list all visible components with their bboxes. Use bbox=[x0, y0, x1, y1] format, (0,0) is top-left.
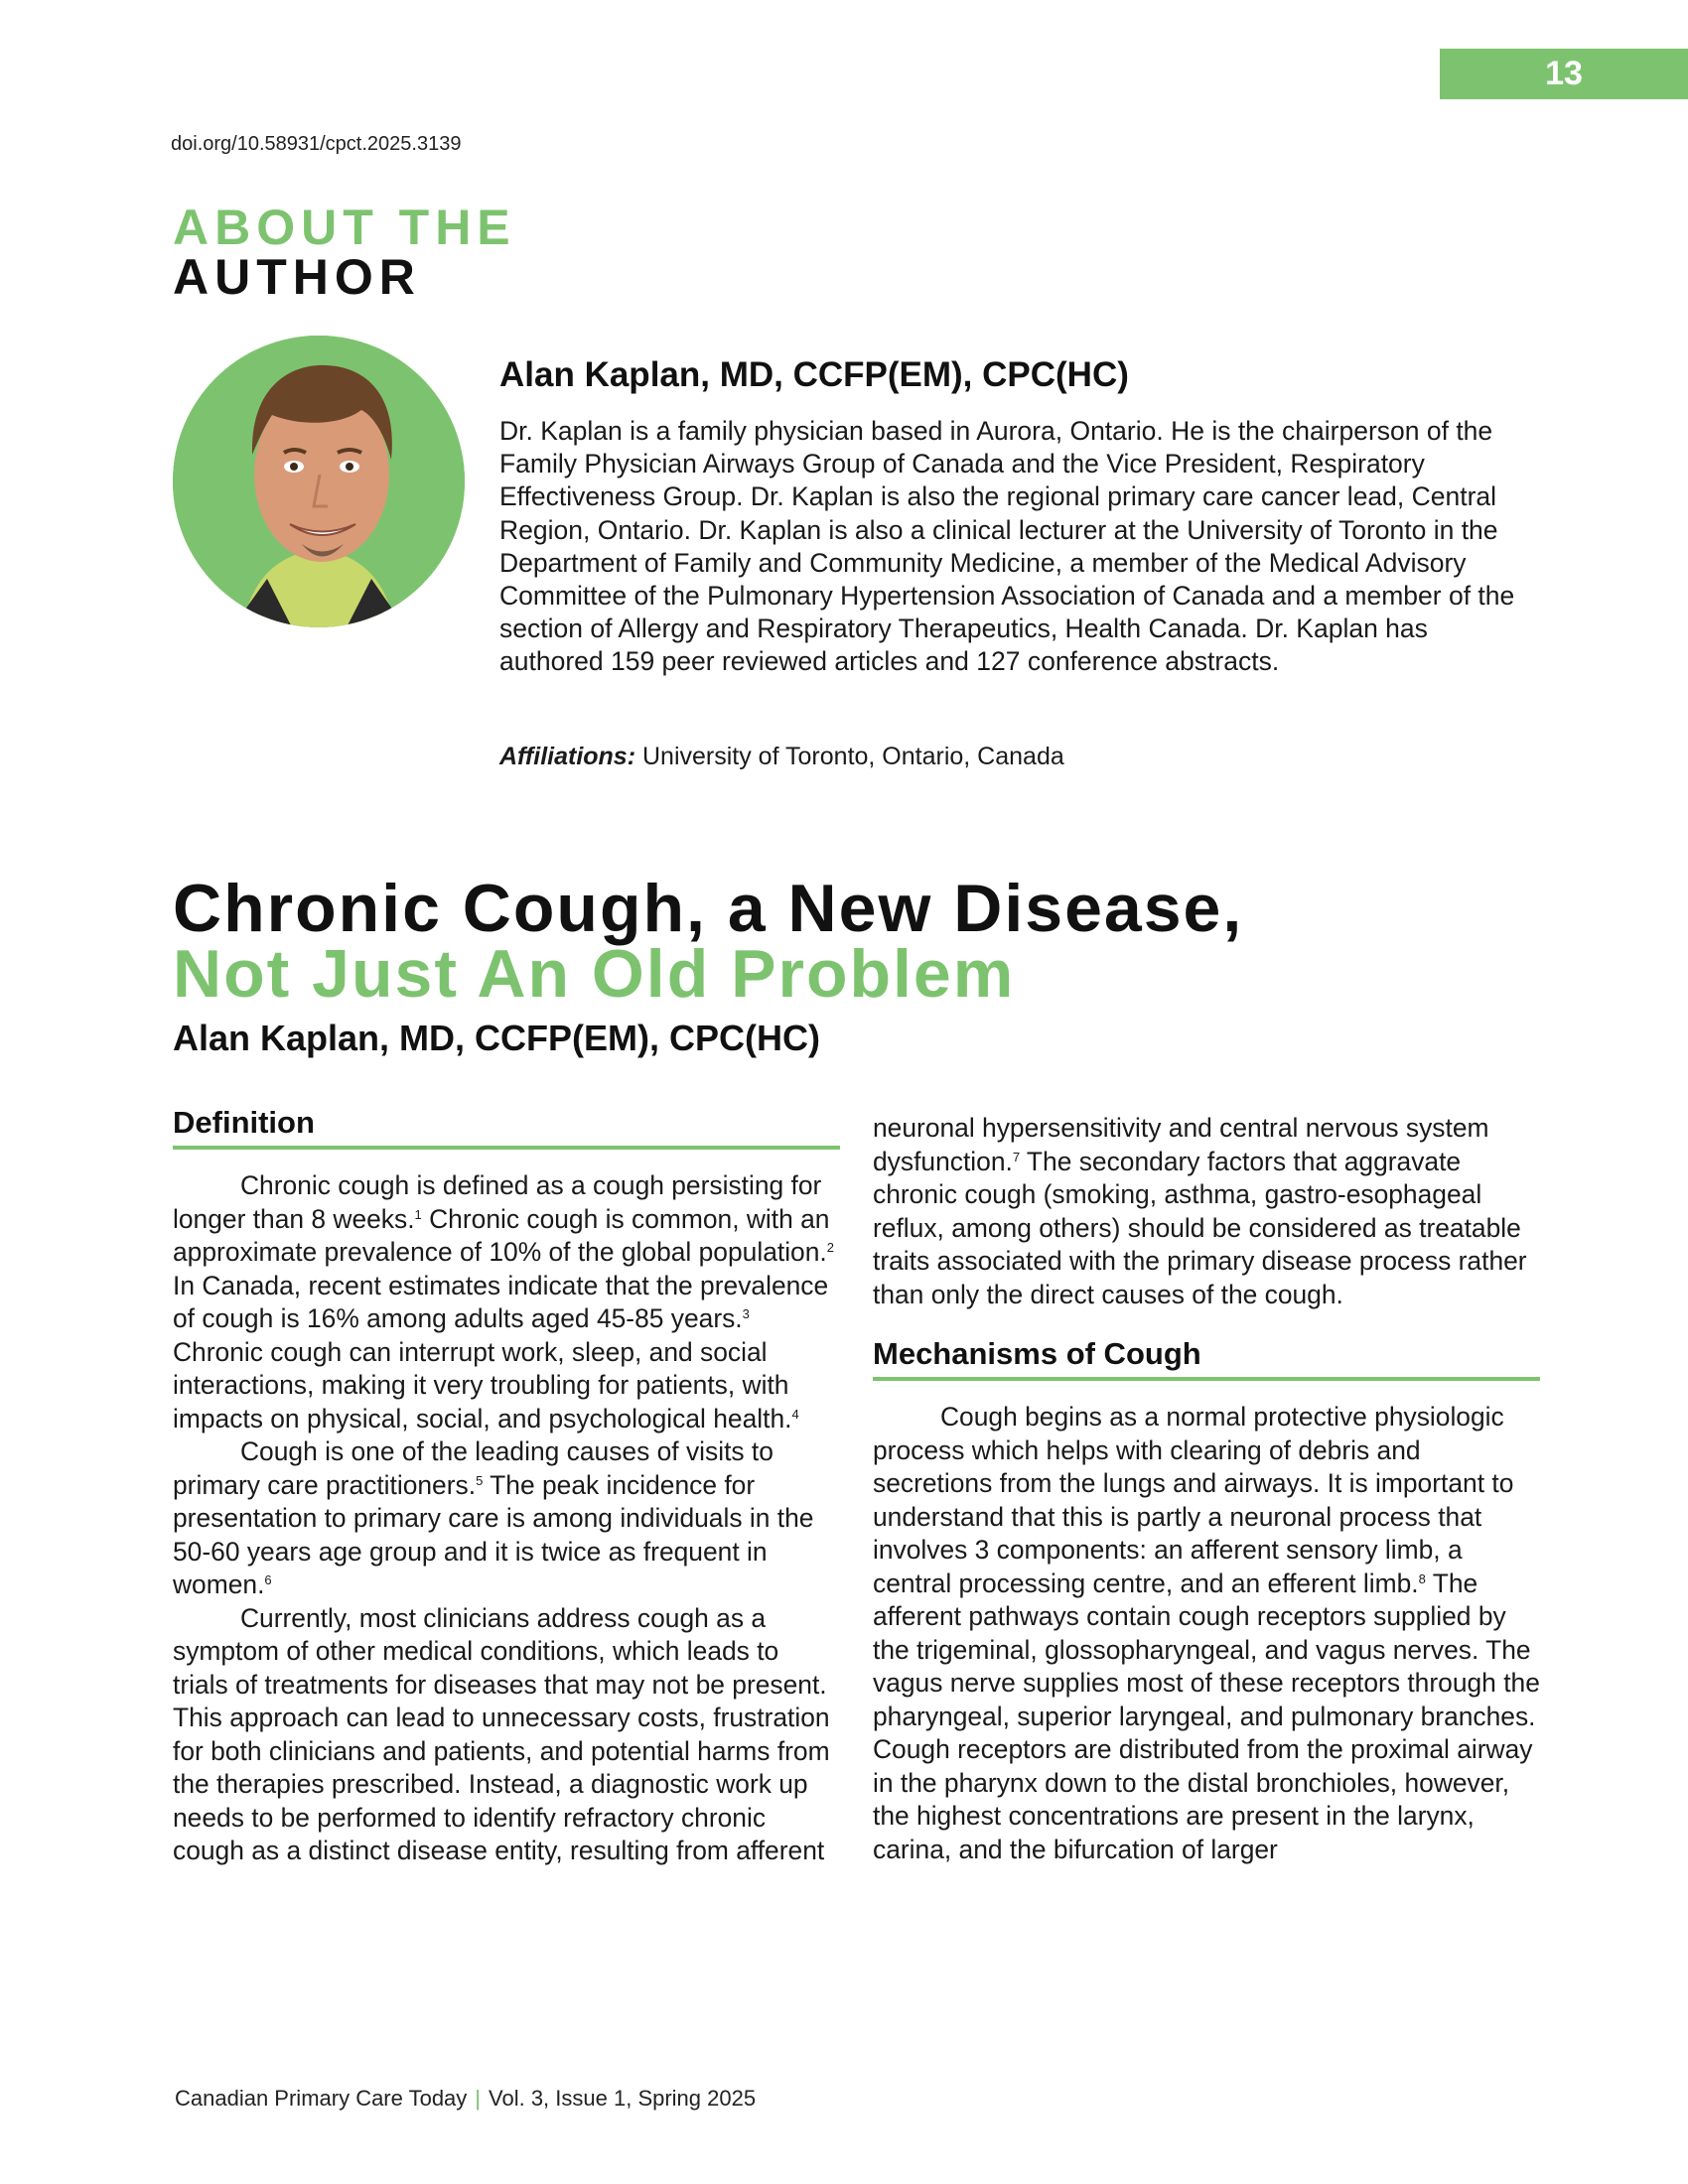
issue-info: Vol. 3, Issue 1, Spring 2025 bbox=[489, 2086, 757, 2111]
author-photo bbox=[173, 336, 465, 627]
reference-5: 5 bbox=[476, 1472, 484, 1488]
page-footer bbox=[175, 2086, 756, 2112]
definition-heading: Definition bbox=[173, 1104, 840, 1150]
definition-continuation bbox=[873, 1112, 1540, 1311]
reference-8: 8 bbox=[1418, 1570, 1426, 1586]
page-number-badge bbox=[1440, 49, 1688, 99]
reference-1: 1 bbox=[414, 1206, 422, 1222]
reference-4: 4 bbox=[791, 1406, 799, 1422]
affiliations-value: University of Toronto, Ontario, Canada bbox=[642, 743, 1064, 770]
mechanisms-paragraph-1 bbox=[873, 1401, 1540, 1866]
text-run: Cough is one of the leading causes of visits to primary care practitioners. bbox=[173, 1436, 774, 1500]
reference-7: 7 bbox=[1012, 1149, 1021, 1164]
author-bio: Dr. Kaplan is a family physician based in Aurora, Ontario. He is the chairperson of the Family Physician Airways Group of Canada and the Vice President, Respiratory Effectiveness Group. Dr. Kaplan is also the regional primary care cancer lead, Central Region, Ontario. Dr. Kaplan is also a clinical lecturer at the University of Toronto in the Department of Family and Community Medicine, a member of the Medical Advisory Committee of the Pulmonary Hypertension Association of Canada and a member of the section of Allergy and Respiratory Therapeutics, Health Canada. Dr. Kaplan has authored 159 peer reviewed articles and 127 conference abstracts. bbox=[499, 416, 1515, 677]
text-run: The peak incidence for presentation to primary care is among individuals in the 50-60 years age group and it is twice as frequent in women. bbox=[173, 1469, 814, 1599]
article-title-line1: Chronic Cough, a New Disease, bbox=[173, 871, 1244, 946]
definition-paragraph-3: Currently, most clinicians address cough as a symptom of other medical conditions, which leads to trials of treatments for diseases that may not be present. This approach can lead to unnecessary costs, frustration for both clinicians and patients, and potential harms from the therapies prescribed. Instead, a diagnostic work up needs to be performed to identify refractory chronic cough as a distinct disease entity, resulting from afferent bbox=[173, 1602, 830, 1865]
reference-6: 6 bbox=[264, 1572, 272, 1587]
definition-paragraph-2 bbox=[173, 1435, 840, 1602]
reference-2: 2 bbox=[826, 1240, 834, 1255]
text-run: The secondary factors that aggravate chronic cough (smoking, asthma, gastro-esophageal reflux, among others) should be considered as treatable traits associated with the primary disease process rather than only the direct causes of the cough. bbox=[873, 1146, 1527, 1309]
author-affiliations bbox=[499, 743, 1064, 771]
doi-link[interactable]: doi.org/10.58931/cpct.2025.3139 bbox=[171, 133, 462, 155]
author-portrait-image bbox=[173, 336, 465, 627]
article-byline: Alan Kaplan, MD, CCFP(EM), CPC(HC) bbox=[173, 1018, 820, 1058]
text-run: Chronic cough is defined as a cough persisting for longer than 8 weeks. bbox=[173, 1170, 822, 1234]
mechanisms-heading: Mechanisms of Cough bbox=[873, 1335, 1540, 1381]
about-heading-line1: ABOUT THE bbox=[173, 200, 516, 255]
footer-separator: | bbox=[475, 2086, 482, 2111]
definition-paragraph-1 bbox=[173, 1169, 840, 1435]
text-run: The afferent pathways contain cough receptors supplied by the trigeminal, glossopharyngeal, and vagus nerves. The vagus nerve supplies most of these receptors through the pharyngeal, superior laryngeal, and pulmonary branches. Cough receptors are distributed from the proximal airway in the pharynx down to the distal bronchioles, however, the highest concentrations are present in the larynx, carina, and the bifurcation of larger bbox=[873, 1568, 1540, 1864]
text-run: In Canada, recent estimates indicate that the prevalence of cough is 16% among adults aged 45-85 years. bbox=[173, 1270, 829, 1333]
text-run: neuronal hypersensitivity and central nervous system dysfunction. bbox=[873, 1113, 1489, 1176]
reference-3: 3 bbox=[742, 1306, 750, 1321]
about-the-author-heading bbox=[173, 200, 516, 305]
right-column bbox=[873, 1112, 1540, 1866]
left-column bbox=[173, 1104, 840, 1868]
affiliations-label: Affiliations: bbox=[499, 743, 636, 770]
text-run: Cough begins as a normal protective physiologic process which helps with clearing of debris and secretions from the lungs and airways. It is important to understand that this is partly a neuronal process that involves 3 components: an afferent sensory limb, a central processing centre, and an efferent limb. bbox=[873, 1402, 1514, 1598]
page-number: 13 bbox=[1545, 55, 1583, 92]
article-title-line2: Not Just An Old Problem bbox=[173, 936, 1016, 1012]
journal-name: Canadian Primary Care Today bbox=[175, 2086, 468, 2111]
text-run: Chronic cough can interrupt work, sleep, and social interactions, making it very troubling for patients, with impacts on physical, social, and psychological health. bbox=[173, 1336, 792, 1433]
author-name: Alan Kaplan, MD, CCFP(EM), CPC(HC) bbox=[499, 355, 1129, 394]
text-run: Chronic cough is common, with an approximate prevalence of 10% of the global population. bbox=[173, 1203, 830, 1267]
about-heading-line2: AUTHOR bbox=[173, 249, 421, 305]
